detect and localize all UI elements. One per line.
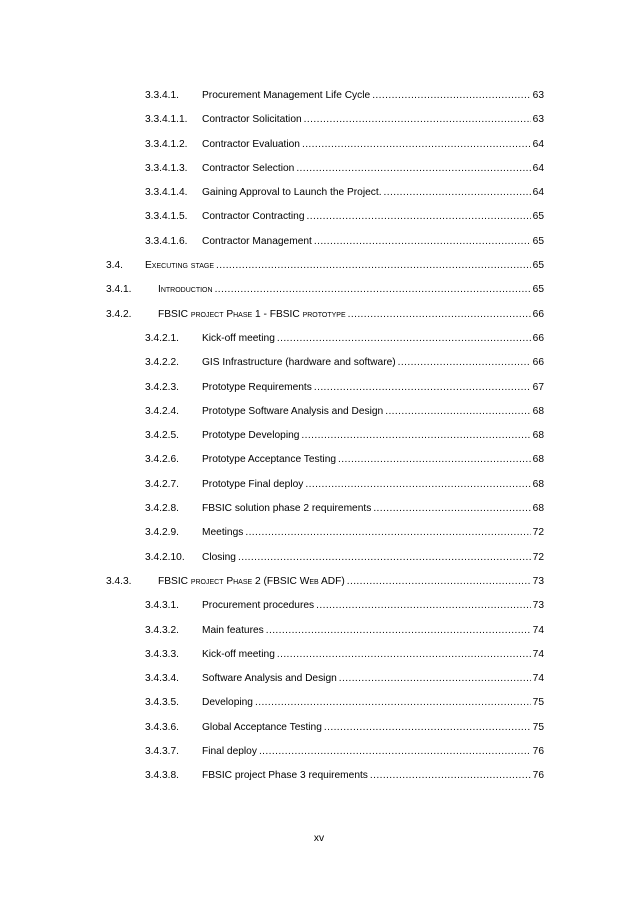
toc-entry-page: 68 [532,454,544,466]
toc-entry-line [202,162,544,176]
toc-entry-title: Gaining Approval to Launch the Project. [202,187,382,199]
toc-entry-title: Introduction [158,284,213,296]
dot-leader [238,551,531,565]
toc-entry-page: 73 [532,600,544,612]
toc-entry-page: 66 [532,308,544,320]
toc-entry[interactable] [0,308,638,332]
table-of-contents [0,89,638,794]
toc-entry-line [202,672,544,686]
toc-entry-page: 74 [532,624,544,636]
toc-entry-title: Kick-off meeting [202,648,275,660]
toc-entry-number: 3.4.2.7. [145,478,179,490]
dot-leader [370,769,531,783]
toc-entry-page: 65 [532,260,544,272]
toc-entry-page: 65 [532,211,544,223]
toc-entry-line [202,429,544,443]
toc-entry[interactable] [0,696,638,720]
toc-entry-line [158,308,544,322]
toc-entry-page: 72 [532,551,544,563]
toc-entry-number: 3.4. [106,260,123,272]
dot-leader [324,721,531,735]
toc-entry-title: Procurement procedures [202,600,315,612]
toc-entry[interactable] [0,769,638,793]
toc-entry-line [202,113,544,127]
toc-entry-line [202,356,544,370]
toc-entry-page: 63 [532,90,544,101]
toc-entry[interactable] [0,356,638,380]
toc-entry-title: Closing [202,551,236,563]
toc-entry-title: Main features [202,624,264,636]
toc-entry-page: 67 [532,381,544,393]
toc-entry-number: 3.3.4.1.2. [145,138,188,150]
toc-entry-title: Prototype Acceptance Testing [202,454,337,466]
toc-entry[interactable] [0,648,638,672]
toc-entry[interactable] [0,235,638,259]
toc-entry-page: 66 [532,357,544,369]
toc-entry-number: 3.3.4.1.5. [145,211,188,223]
dot-leader [266,624,531,638]
toc-entry[interactable] [0,575,638,599]
toc-entry-line [202,551,544,565]
dot-leader [373,502,530,516]
toc-entry-number: 3.4.1. [106,284,132,296]
toc-entry-title: Prototype Final deploy [202,478,304,490]
toc-entry[interactable] [0,599,638,623]
dot-leader [385,405,530,419]
dot-leader [398,356,531,370]
toc-entry-title: Prototype Software Analysis and Design [202,405,384,417]
toc-entry-number: 3.4.3.8. [145,770,179,782]
toc-entry-page: 64 [532,162,544,174]
toc-entry[interactable] [0,745,638,769]
toc-entry-number: 3.4.2.1. [145,332,179,344]
dot-leader [304,113,531,127]
toc-entry-line [202,381,544,395]
toc-entry-title: Developing [202,697,253,709]
toc-entry-number: 3.3.4.1.4. [145,187,188,199]
dot-leader [338,453,531,467]
toc-entry-title: Meetings [202,527,244,539]
toc-entry[interactable] [0,551,638,575]
toc-entry-line [158,283,544,297]
toc-entry[interactable] [0,672,638,696]
dot-leader [307,210,531,224]
toc-entry-number: 3.4.3.7. [145,746,179,758]
toc-entry-number: 3.4.2.6. [145,454,179,466]
toc-entry-number: 3.4.3.6. [145,721,179,733]
dot-leader [277,648,531,662]
toc-entry-page: 72 [532,527,544,539]
dot-leader [277,332,531,346]
toc-entry-title: Contractor Contracting [202,211,305,223]
toc-entry[interactable] [0,478,638,502]
toc-entry-number: 3.3.4.1.1. [145,114,188,126]
toc-entry-title: Global Acceptance Testing [202,721,322,733]
toc-entry-number: 3.4.3. [106,575,132,587]
toc-entry-title: Final deploy [202,746,257,758]
dot-leader [372,89,530,103]
toc-entry-number: 3.4.2.8. [145,503,179,515]
dot-leader [305,478,530,492]
toc-entry[interactable] [0,259,638,283]
dot-leader [316,599,531,613]
toc-entry-line [202,478,544,492]
toc-entry-page: 68 [532,478,544,490]
toc-entry-number: 3.4.2.5. [145,430,179,442]
toc-entry[interactable] [0,721,638,745]
dot-leader [302,138,531,152]
dot-leader [347,575,531,589]
toc-entry-title: Executing stage [145,260,215,272]
toc-entry-number: 3.4.2.2. [145,357,179,369]
dot-leader [301,429,530,443]
toc-entry[interactable] [0,526,638,550]
toc-entry-title: Contractor Evaluation [202,138,300,150]
toc-entry-title: Procurement Management Life Cycle [202,90,371,101]
toc-entry[interactable] [0,113,638,137]
page-number: xv [313,833,325,844]
toc-entry-number: 3.3.4.1. [145,90,179,101]
toc-entry-title: FBSIC project Phase 2 (FBSIC Web ADF) [158,575,345,587]
toc-entry-line [202,526,544,540]
toc-entry-title: Contractor Selection [202,162,295,174]
toc-entry-title: GIS Infrastructure (hardware and software) [202,357,396,369]
toc-entry[interactable] [0,381,638,405]
toc-entry[interactable] [0,332,638,356]
toc-entry-line [202,624,544,638]
toc-entry-line [202,453,544,467]
toc-entry-page: 64 [532,187,544,199]
toc-entry-page: 68 [532,405,544,417]
toc-entry-line [202,89,544,103]
toc-entry-number: 3.4.3.3. [145,648,179,660]
dot-leader [255,696,531,710]
toc-entry-page: 64 [532,138,544,150]
toc-entry-line [202,769,544,783]
toc-entry-page: 65 [532,235,544,247]
toc-entry-page: 65 [532,284,544,296]
toc-entry-title: FBSIC project Phase 3 requirements [202,770,368,782]
toc-entry[interactable] [0,429,638,453]
dot-leader [216,259,531,273]
toc-entry-line [202,235,544,249]
toc-entry-page: 66 [532,332,544,344]
toc-entry[interactable] [0,138,638,162]
toc-entry-title: Kick-off meeting [202,332,275,344]
toc-entry-title: FBSIC solution phase 2 requirements [202,503,372,515]
toc-entry-title: Contractor Management [202,235,312,247]
dot-leader [348,308,531,322]
toc-entry-line [158,575,544,589]
dot-leader [296,162,530,176]
toc-entry-page: 76 [532,746,544,758]
toc-entry[interactable] [0,89,638,113]
toc-entry-title: Prototype Requirements [202,381,312,393]
toc-entry-line [202,696,544,710]
toc-entry-title: FBSIC project Phase 1 - FBSIC prototype [158,308,346,320]
toc-entry-page: 63 [532,114,544,126]
toc-entry[interactable] [0,162,638,186]
dot-leader [314,235,531,249]
toc-entry-line [202,599,544,613]
toc-entry[interactable] [0,405,638,429]
toc-entry-line [202,721,544,735]
dot-leader [259,745,531,759]
toc-entry[interactable] [0,210,638,234]
toc-entry[interactable] [0,186,638,210]
dot-leader [314,381,531,395]
toc-entry-number: 3.3.4.1.6. [145,235,188,247]
toc-entry-number: 3.4.3.5. [145,697,179,709]
toc-entry-number: 3.4.3.4. [145,673,179,685]
dot-leader [384,186,531,200]
toc-entry-number: 3.4.2.9. [145,527,179,539]
toc-entry-line [145,259,544,273]
toc-entry-line [202,138,544,152]
toc-entry-page: 74 [532,648,544,660]
toc-entry-title: Software Analysis and Design [202,673,337,685]
toc-entry-line [202,332,544,346]
toc-entry-line [202,745,544,759]
toc-entry-number: 3.4.2.10. [145,551,185,563]
toc-entry-number: 3.3.4.1.3. [145,162,188,174]
toc-entry-title: Contractor Solicitation [202,114,302,126]
toc-entry-page: 75 [532,697,544,709]
dot-leader [215,283,531,297]
toc-entry-number: 3.4.2.3. [145,381,179,393]
toc-entry-line [202,648,544,662]
toc-entry-page: 68 [532,503,544,515]
toc-entry[interactable] [0,624,638,648]
toc-entry-page: 68 [532,430,544,442]
toc-entry-page: 76 [532,770,544,782]
toc-entry-line [202,405,544,419]
toc-entry-line [202,502,544,516]
toc-entry-number: 3.4.3.1. [145,600,179,612]
dot-leader [245,526,530,540]
toc-entry-page: 74 [532,673,544,685]
toc-entry-line [202,186,544,200]
toc-entry-number: 3.4.2.4. [145,405,179,417]
dot-leader [339,672,531,686]
toc-entry-page: 73 [532,575,544,587]
toc-entry[interactable] [0,283,638,307]
toc-entry-number: 3.4.3.2. [145,624,179,636]
toc-entry-title: Prototype Developing [202,430,300,442]
toc-entry-number: 3.4.2. [106,308,132,320]
toc-entry[interactable] [0,502,638,526]
toc-entry[interactable] [0,453,638,477]
toc-entry-line [202,210,544,224]
toc-entry-page: 75 [532,721,544,733]
